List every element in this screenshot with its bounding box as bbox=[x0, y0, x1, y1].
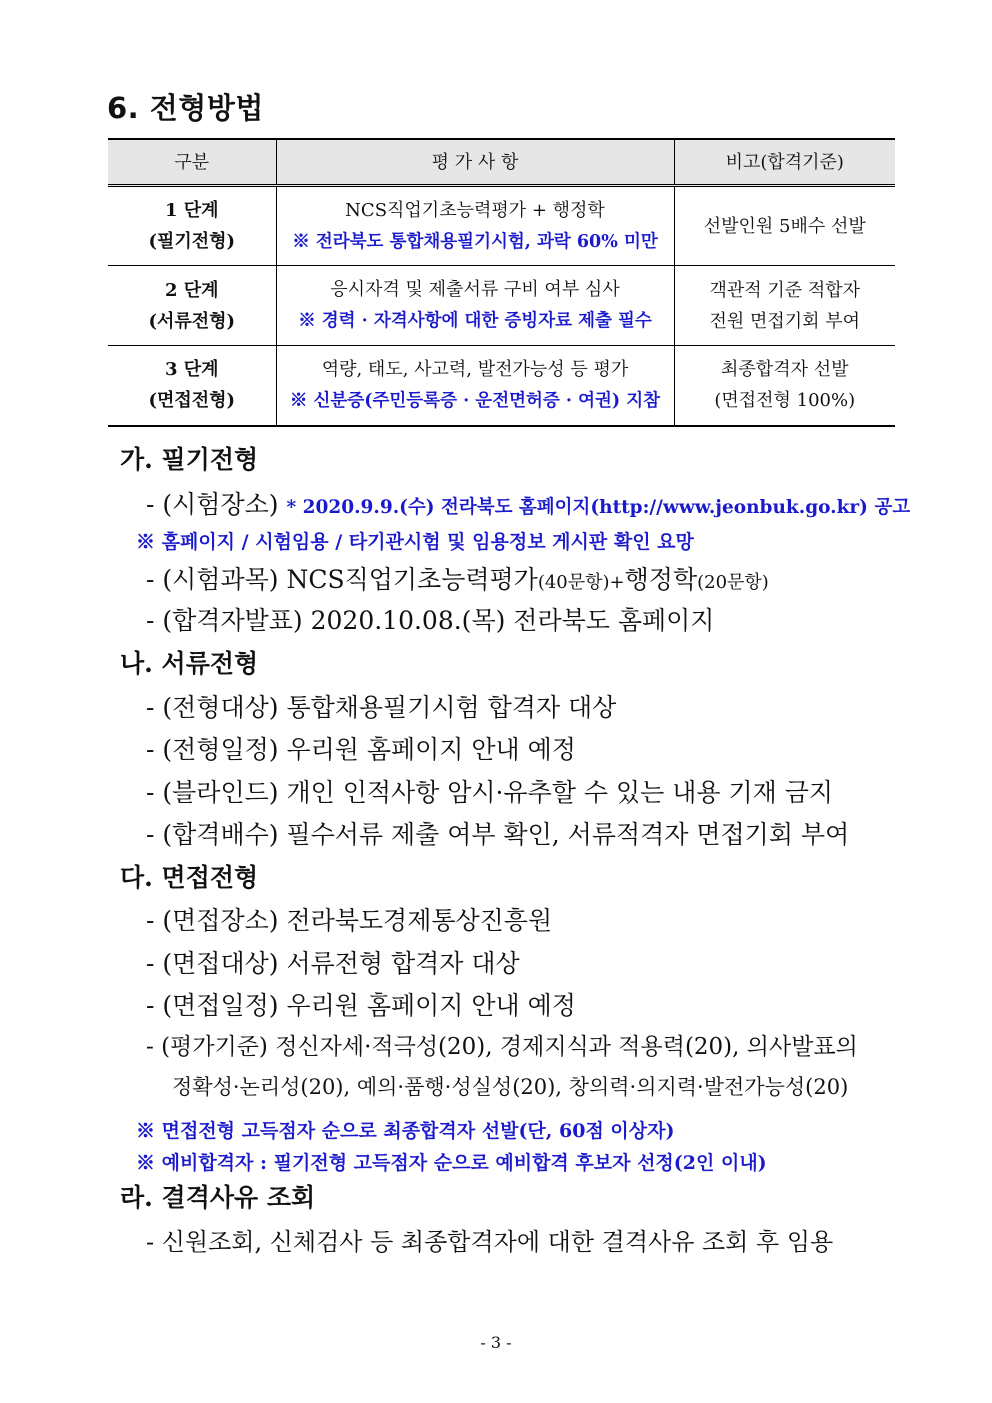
evaluation-cell: 응시자격 및 제출서류 구비 여부 심사 ※ 경력 · 자격사항에 대한 증빙자료 제출 필수 bbox=[276, 266, 674, 346]
list-item: - (면접일정) 우리원 홈페이지 안내 예정 bbox=[146, 991, 576, 1020]
table-row bbox=[108, 266, 895, 346]
list-item: - (블라인드) 개인 인적사항 암시·유추할 수 있는 내용 기재 금지 bbox=[146, 778, 834, 807]
list-item-exam-subject: - (시험과목) NCS직업기초능력평가(40문항)+행정학(20문항) bbox=[146, 565, 769, 594]
table-row bbox=[108, 346, 895, 426]
criteria-continuation: 정확성·논리성(20), 예의·품행·성실성(20), 창의력·의지력·발전가능성(20) bbox=[172, 1075, 849, 1099]
remark-cell: 최종합격자 선발 (면접전형 100%) bbox=[674, 346, 895, 426]
stage-cell: 2 단계 (서류전형) bbox=[108, 266, 276, 346]
evaluation-note: ※ 신분증(주민등록증 · 운전면허증 · 여권) 지참 bbox=[289, 390, 661, 411]
remark-cell: 선발인원 5배수 선발 bbox=[674, 186, 895, 266]
list-item-exam-place: - (시험장소) * 2020.9.9.(수) 전라북도 홈페이지(http://www.jeonbuk.go.kr) 공고 bbox=[146, 490, 911, 519]
section-title-interview: 다. 면접전형 bbox=[120, 863, 259, 892]
remark-cell: 객관적 기준 적합자 전원 면접기회 부여 bbox=[674, 266, 895, 346]
section-title-document: 나. 서류전형 bbox=[120, 649, 259, 678]
section-heading: 6. 전형방법 bbox=[107, 91, 264, 125]
list-item: - 신원조회, 신체검사 등 최종합격자에 대한 결격사유 조회 후 임용 bbox=[146, 1228, 834, 1256]
list-item-criteria: - (평가기준) 정신자세·적극성(20), 경제지식과 적용력(20), 의사발표의 bbox=[146, 1034, 858, 1060]
evaluation-note: ※ 경력 · 자격사항에 대한 증빙자료 제출 필수 bbox=[298, 311, 652, 331]
stage-cell: 1 단계 (필기전형) bbox=[108, 186, 276, 266]
list-item-announcement: - (합격자발표) 2020.10.08.(목) 전라북도 홈페이지 bbox=[146, 606, 715, 635]
list-item: - (전형일정) 우리원 홈페이지 안내 예정 bbox=[146, 735, 576, 764]
exam-place-value: * 2020.9.9.(수) 전라북도 홈페이지(http://www.jeonbuk.go.kr) 공고 bbox=[286, 497, 911, 518]
list-item: - (전형대상) 통합채용필기시험 합격자 대상 bbox=[146, 693, 617, 722]
evaluation-cell: 역량, 태도, 사고력, 발전가능성 등 평가 ※ 신분증(주민등록증 · 운전면허증 · 여권) 지참 bbox=[276, 346, 674, 426]
stage-cell: 3 단계 (면접전형) bbox=[108, 346, 276, 426]
header-evaluation: 평 가 사 항 bbox=[276, 139, 674, 186]
interview-note: ※ 면접전형 고득점자 순으로 최종합격자 선발(단, 60점 이상자) bbox=[136, 1120, 675, 1142]
table-row bbox=[108, 186, 895, 266]
list-item: - (면접장소) 전라북도경제통상진흥원 bbox=[146, 906, 553, 935]
list-item: - (면접대상) 서류전형 합격자 대상 bbox=[146, 949, 520, 978]
page-number: - 3 - bbox=[480, 1333, 512, 1352]
homepage-note: ※ 홈페이지 / 시험임용 / 타기관시험 및 임용정보 게시판 확인 요망 bbox=[136, 531, 694, 553]
header-remark: 비고(합격기준) bbox=[674, 139, 895, 186]
evaluation-note: ※ 전라북도 통합채용필기시험, 과락 60% 미만 bbox=[292, 231, 658, 252]
list-item: - (합격배수) 필수서류 제출 여부 확인, 서류적격자 면접기회 부여 bbox=[146, 820, 850, 849]
selection-method-table bbox=[108, 138, 895, 427]
table-header-row bbox=[108, 139, 895, 186]
section-title-written: 가. 필기전형 bbox=[120, 445, 259, 474]
section-title-disqualification: 라. 결격사유 조회 bbox=[120, 1183, 316, 1212]
reserve-note: ※ 예비합격자 : 필기전형 고득점자 순으로 예비합격 후보자 선정(2인 이내) bbox=[136, 1152, 767, 1174]
evaluation-cell: NCS직업기초능력평가 + 행정학 ※ 전라북도 통합채용필기시험, 과락 60% 미만 bbox=[276, 186, 674, 266]
header-category: 구분 bbox=[108, 139, 276, 186]
